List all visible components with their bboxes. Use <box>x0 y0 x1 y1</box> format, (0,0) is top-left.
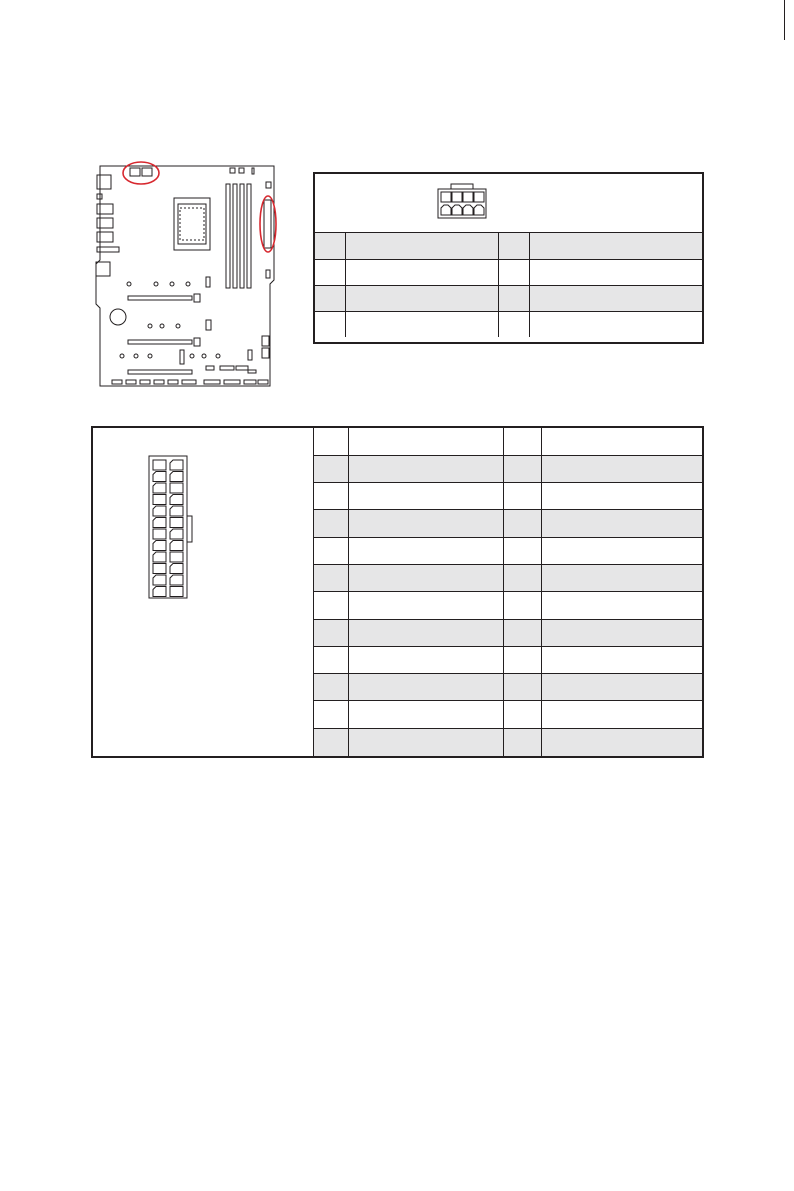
motherboard-diagram-icon <box>94 158 280 390</box>
pin-number <box>315 285 345 311</box>
signal-name <box>529 259 702 285</box>
pin-number <box>503 728 541 755</box>
table-row <box>314 564 702 591</box>
pin-number <box>314 455 348 482</box>
cpu-power-table-body <box>315 233 702 337</box>
signal-name <box>348 701 503 728</box>
pin-number <box>503 428 541 455</box>
atx-24pin-connector-icon <box>145 454 205 604</box>
signal-name <box>348 619 503 646</box>
signal-name <box>541 483 702 510</box>
signal-name <box>541 592 702 619</box>
signal-name <box>541 619 702 646</box>
signal-name <box>541 646 702 673</box>
table-row <box>314 728 702 755</box>
signal-name <box>541 428 702 455</box>
signal-name <box>345 233 498 259</box>
pin-number <box>503 455 541 482</box>
signal-name <box>541 564 702 591</box>
pin-number <box>315 233 345 259</box>
table-row <box>314 646 702 673</box>
table-row <box>314 455 702 482</box>
signal-name <box>541 728 702 755</box>
pin-number <box>314 483 348 510</box>
signal-name <box>348 728 503 755</box>
table-row <box>314 674 702 701</box>
signal-name <box>345 259 498 285</box>
margin-rule <box>784 0 785 40</box>
table-row <box>314 592 702 619</box>
cpu-power-connector-header <box>315 174 702 233</box>
table-row <box>315 259 702 285</box>
pin-number <box>314 619 348 646</box>
signal-name <box>348 428 503 455</box>
table-row <box>315 285 702 311</box>
signal-name <box>541 674 702 701</box>
signal-name <box>541 537 702 564</box>
pin-number <box>498 285 529 311</box>
signal-name <box>348 455 503 482</box>
pin-number <box>315 311 345 337</box>
pin-number <box>503 701 541 728</box>
cpu-power-pin-table <box>313 172 704 344</box>
pin-number <box>314 510 348 537</box>
pin-number <box>503 592 541 619</box>
pin-number <box>503 483 541 510</box>
pin-number <box>314 564 348 591</box>
signal-name <box>529 285 702 311</box>
signal-name <box>541 701 702 728</box>
pin-number <box>498 259 529 285</box>
atx-power-table-body <box>314 428 702 756</box>
pin-number <box>314 674 348 701</box>
table-row <box>314 510 702 537</box>
table-row <box>315 233 702 259</box>
cpu-power-highlight <box>123 162 159 184</box>
pin-number <box>503 537 541 564</box>
pin-number <box>314 428 348 455</box>
pin-number <box>314 592 348 619</box>
atx-power-pin-table <box>91 426 704 758</box>
table-row <box>315 311 702 337</box>
signal-name <box>348 646 503 673</box>
signal-name <box>345 311 498 337</box>
pin-number <box>315 259 345 285</box>
signal-name <box>348 564 503 591</box>
signal-name <box>529 233 702 259</box>
signal-name <box>348 510 503 537</box>
pin-number <box>314 701 348 728</box>
pin-number <box>503 646 541 673</box>
table-row <box>314 537 702 564</box>
cpu-8pin-connector-icon <box>431 182 491 222</box>
pin-number <box>503 564 541 591</box>
pin-number <box>314 646 348 673</box>
atx-power-connector-panel <box>93 428 314 756</box>
pin-number <box>498 311 529 337</box>
signal-name <box>348 592 503 619</box>
signal-name <box>345 285 498 311</box>
table-row <box>314 619 702 646</box>
pin-number <box>498 233 529 259</box>
signal-name <box>529 311 702 337</box>
pin-number <box>314 728 348 755</box>
pin-number <box>503 674 541 701</box>
signal-name <box>541 455 702 482</box>
signal-name <box>541 510 702 537</box>
table-row <box>314 483 702 510</box>
table-row <box>314 701 702 728</box>
pin-number <box>503 619 541 646</box>
signal-name <box>348 483 503 510</box>
pin-number <box>503 510 541 537</box>
signal-name <box>348 537 503 564</box>
table-row <box>314 428 702 455</box>
pin-number <box>314 537 348 564</box>
signal-name <box>348 674 503 701</box>
